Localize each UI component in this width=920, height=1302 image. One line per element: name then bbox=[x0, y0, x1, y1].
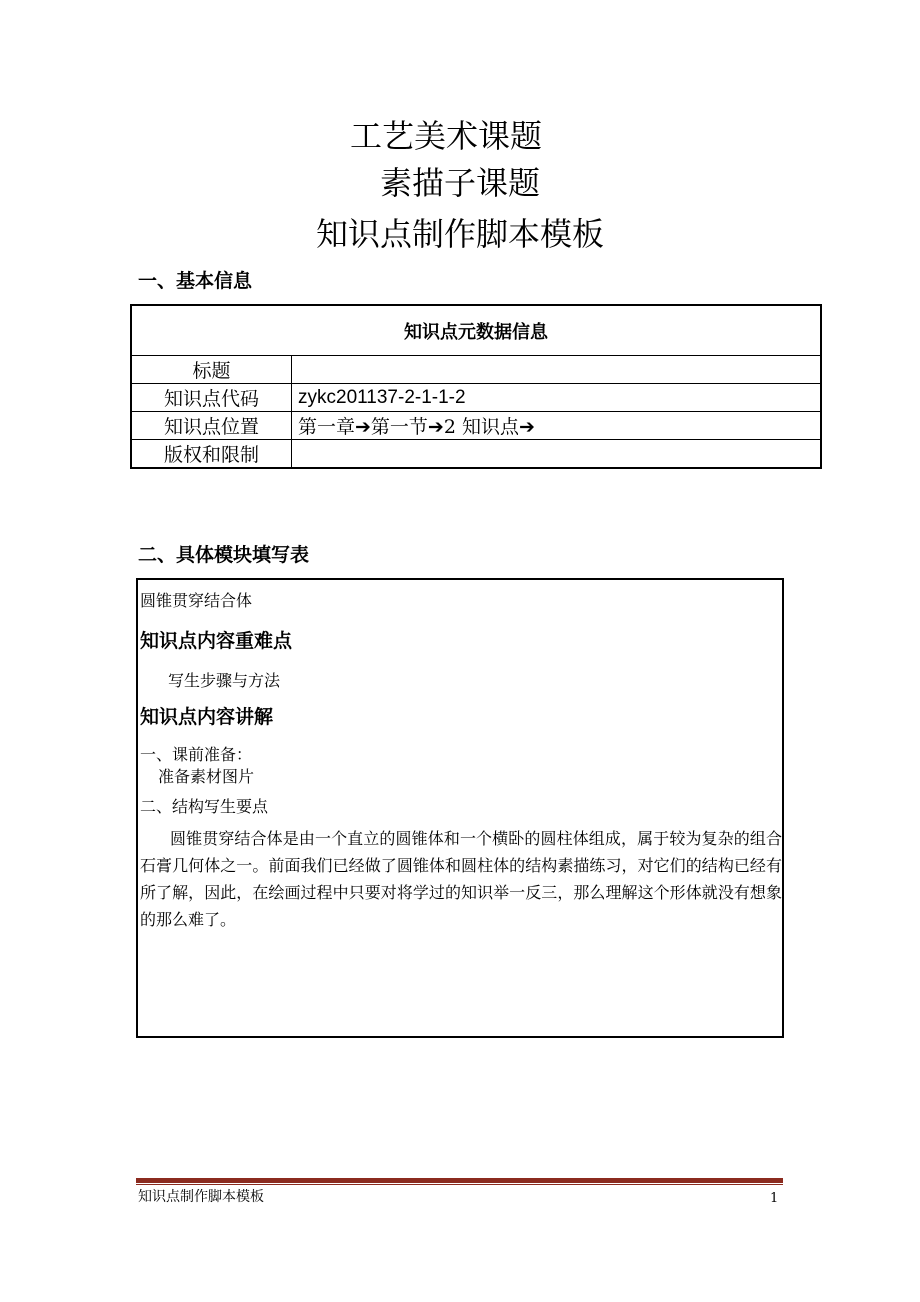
points-paragraph: 圆锥贯穿结合体是由一个直立的圆锥体和一个横卧的圆柱体组成，属于较为复杂的组合石膏几何体之一。前面我们已经做了圆锥体和圆柱体的结构素描练习，对它们的结构已经有所了解，因此，在绘画过程中只要对将学过的知识举一反三，那么理解这个形体就没有想象的那么难了。 bbox=[140, 829, 782, 929]
row-label-location: 知识点位置 bbox=[131, 412, 292, 440]
explain-heading: 知识点内容讲解 bbox=[140, 706, 274, 728]
row-value-title bbox=[292, 356, 822, 384]
footer-rule bbox=[136, 1178, 783, 1183]
prep-text: 准备素材图片 bbox=[158, 767, 255, 786]
difficulty-text: 写生步骤与方法 bbox=[168, 671, 281, 690]
metadata-table-title: 知识点元数据信息 bbox=[131, 305, 821, 356]
footer-rule-thin bbox=[136, 1184, 783, 1185]
row-label-title: 标题 bbox=[131, 356, 292, 384]
section-heading-module-form: 二、具体模块填写表 bbox=[138, 544, 310, 566]
table-row bbox=[131, 412, 821, 440]
difficulty-heading: 知识点内容重难点 bbox=[140, 630, 293, 652]
table-row bbox=[131, 384, 821, 412]
points-heading: 二、结构写生要点 bbox=[140, 797, 269, 816]
prep-heading: 一、课前准备： bbox=[140, 745, 253, 764]
table-row bbox=[131, 356, 821, 384]
title-line-1: 工艺美术课题 bbox=[349, 117, 542, 155]
page-number: 1 bbox=[770, 1191, 779, 1206]
topic-text: 圆锥贯穿结合体 bbox=[140, 591, 253, 610]
module-content-box bbox=[136, 578, 784, 1038]
title-line-3: 知识点制作脚本模板 bbox=[315, 215, 604, 253]
row-value-location: 第一章➔第一节➔2 知识点➔ bbox=[292, 412, 822, 440]
row-label-code: 知识点代码 bbox=[131, 384, 292, 412]
title-line-2: 素描子课题 bbox=[379, 164, 540, 202]
row-value-code: zykc201137-2-1-1-2 bbox=[292, 384, 822, 412]
row-label-copyright: 版权和限制 bbox=[131, 440, 292, 469]
metadata-table bbox=[130, 304, 822, 469]
table-row bbox=[131, 440, 821, 469]
row-value-copyright bbox=[292, 440, 822, 469]
section-heading-basic-info: 一、基本信息 bbox=[138, 270, 253, 292]
footer-title: 知识点制作脚本模板 bbox=[138, 1189, 264, 1205]
